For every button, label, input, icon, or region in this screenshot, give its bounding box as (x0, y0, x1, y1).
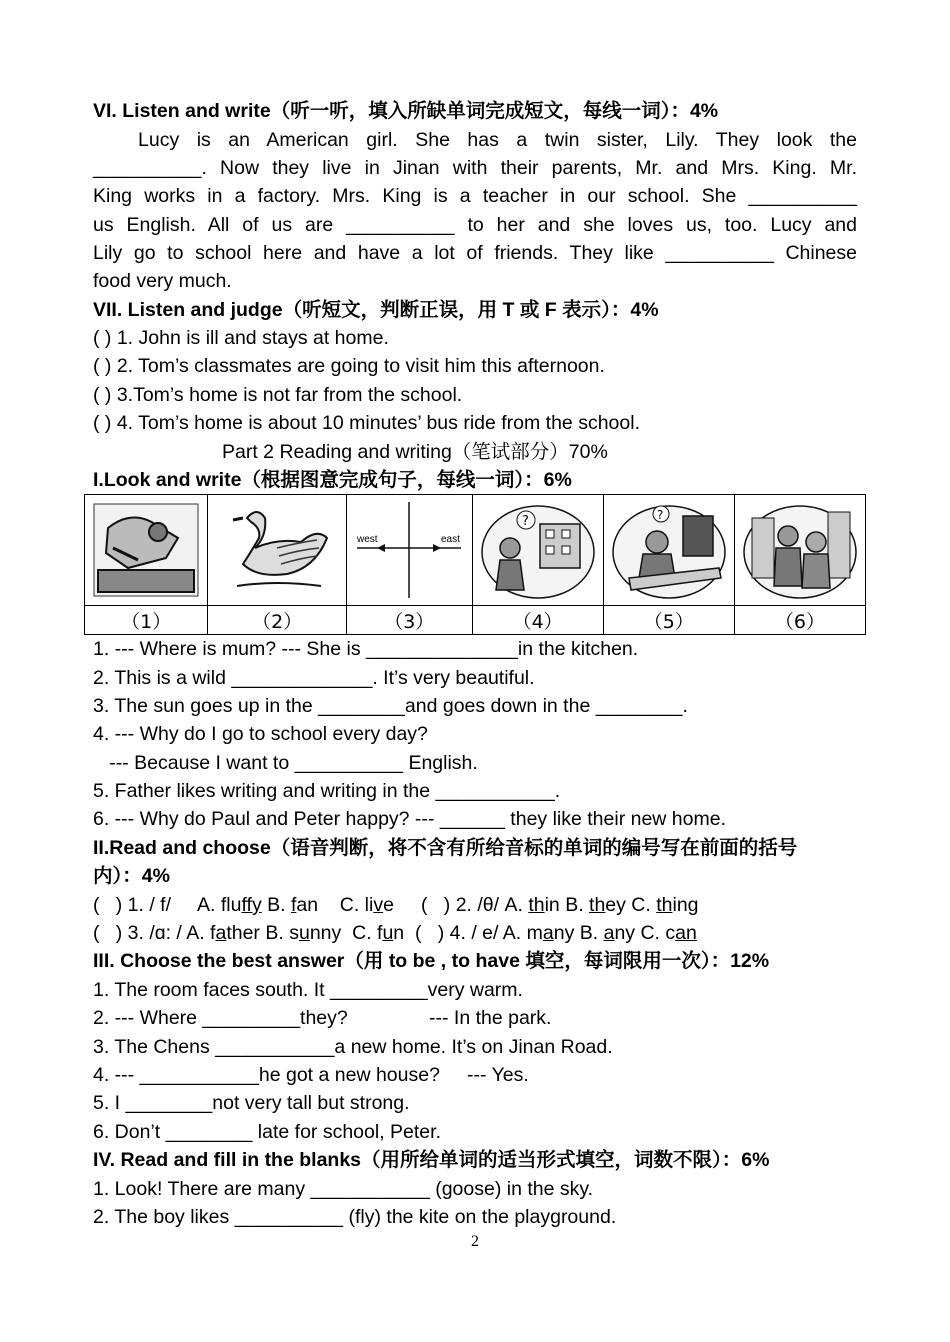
section-vii-item-1: ( ) 1. John is ill and stays at home. (93, 327, 389, 349)
q2-c-mark: th (656, 894, 673, 916)
picture-label-2: （2） (208, 606, 347, 635)
q2-a-mark: th (528, 894, 545, 916)
goose-icon (217, 498, 337, 602)
picture-label-4: （4） (472, 606, 603, 635)
q2-c-post: ing (672, 894, 699, 916)
q3-c-mark: u (382, 922, 394, 944)
section-i-question-4-answer: --- Because I want to __________ English. (93, 752, 478, 774)
page-number: 2 (471, 1233, 479, 1250)
compass-west-label: west (357, 534, 378, 545)
boy-thinking-school-icon (478, 498, 598, 602)
q3-a-mark: a (215, 922, 227, 944)
picture-5 (603, 495, 734, 606)
picture-table (84, 494, 866, 635)
q1-b-post: an C. li (296, 894, 374, 916)
section-ii-row-1 (93, 891, 863, 919)
q3-b-post: nny C. f (309, 922, 383, 944)
q1-c-post: e (383, 894, 394, 916)
section-i-question-3: 3. The sun goes up in the ________and goes down in the ________. (93, 695, 688, 717)
picture-2 (208, 495, 347, 606)
section-ii-row-2 (93, 919, 863, 947)
section-iv-question-1: 1. Look! There are many ___________ (goose) in the sky. (93, 1178, 594, 1200)
q4-a-post: ny B. (553, 922, 604, 944)
q3-b-mark: u (298, 922, 310, 944)
section-vii-item-4: ( ) 4. Tom’s home is about 10 minutes’ bus ride from the school. (93, 412, 640, 434)
picture-label-3: （3） (346, 606, 472, 635)
q4-a-mark: a (542, 922, 554, 944)
q3-text: ( ) 3. /ɑ: / A. f (93, 922, 216, 944)
q1-b-mark: f (290, 894, 297, 916)
picture-label-1: （1） (85, 606, 208, 635)
q1-text: ( ) 1. / f/ A. flu (93, 894, 242, 916)
q3-a-post: ther B. s (226, 922, 299, 944)
picture-label-5: （5） (603, 606, 734, 635)
section-iii-question-1: 1. The room faces south. It _________very warm. (93, 979, 523, 1001)
section-vi-line-6: food very much. (93, 270, 232, 292)
q2-text: ( ) 2. /θ/ A. (393, 894, 529, 916)
section-iii-question-6: 6. Don’t ________ late for school, Peter. (93, 1121, 441, 1143)
section-iii-question-2: 2. --- Where _________they? --- In the park. (93, 1007, 552, 1029)
q1-b-pre: B. (261, 894, 291, 916)
q1-c-mark: v (373, 894, 384, 916)
section-vi-line-1: Lucy is an American girl. She has a twin sister, Lily. They look the (138, 129, 857, 151)
section-vi-title: VI. Listen and write（听一听，填入所缺单词完成短文，每线一词）：4% (93, 100, 719, 122)
section-iii-question-4: 4. --- ___________he got a new house? --- Yes. (93, 1064, 529, 1086)
picture-4 (472, 495, 603, 606)
section-iv-question-2: 2. The boy likes __________ (fly) the kite on the playground. (93, 1206, 617, 1228)
section-vi-line-4: us English. All of us are __________ to her and she loves us, too. Lucy and (93, 214, 857, 236)
boy-at-desk-icon (609, 498, 729, 602)
part2-title: Part 2 Reading and writing（笔试部分）70% (222, 441, 608, 463)
section-ii-title-line-1: II.Read and choose（语音判断，将不含有所给音标的单词的编号写在前面的括号 (93, 837, 798, 859)
two-boys-talking-icon (740, 498, 860, 602)
picture-1 (85, 495, 208, 606)
q2-a-post: in B. (544, 894, 590, 916)
q4-b-post: ny C. c (614, 922, 676, 944)
compass-east-label: east (441, 534, 461, 545)
picture-6 (734, 495, 865, 606)
section-i-question-5: 5. Father likes writing and writing in the ___________. (93, 780, 561, 802)
section-i-title: I.Look and write（根据图意完成句子，每线一词）：6% (93, 469, 572, 491)
section-ii-title-line-2: 内）：4% (93, 865, 170, 887)
section-vi-line-5: Lily go to school here and have a lot of friends. They like __________ Chinese (93, 242, 857, 264)
compass-cross-icon (349, 498, 469, 602)
section-vi-line-2: __________. Now they live in Jinan with their parents, Mr. and Mrs. King. Mr. (93, 157, 857, 179)
section-vi-line-3: King works in a factory. Mrs. King is a teacher in our school. She __________ (93, 185, 857, 207)
mother-cooking-icon (88, 498, 204, 602)
svg-text:?: ? (656, 508, 664, 522)
q4-b-mark: a (603, 922, 615, 944)
section-vii-item-2: ( ) 2. Tom’s classmates are going to visit him this afternoon. (93, 355, 605, 377)
section-i-question-4: 4. --- Why do I go to school every day? (93, 723, 428, 745)
q2-b-mark: th (589, 894, 606, 916)
section-iii-title: III. Choose the best answer（用 to be , to have 填空，每词限用一次）：12% (93, 950, 770, 972)
section-vii-item-3: ( ) 3.Tom’s home is not far from the school. (93, 384, 463, 406)
section-i-question-2: 2. This is a wild _____________. It’s very beautiful. (93, 667, 535, 689)
section-iv-title: IV. Read and fill in the blanks（用所给单词的适当形式填空，词数不限）：6% (93, 1149, 770, 1171)
q1-a-mark: ffy (241, 894, 262, 916)
section-i-question-1: 1. --- Where is mum? --- She is ______________in the kitchen. (93, 638, 639, 660)
q3-c-post: n (393, 922, 405, 944)
picture-3 (346, 495, 472, 606)
picture-label-6: （6） (734, 606, 865, 635)
q2-b-post: ey C. (605, 894, 657, 916)
section-i-question-6: 6. --- Why do Paul and Peter happy? --- ______ they like their new home. (93, 808, 726, 830)
q4-c-mark: an (675, 922, 697, 944)
section-vii-title: VII. Listen and judge（听短文，判断正误，用 T 或 F 表示）：4% (93, 299, 659, 321)
q4-text: ( ) 4. / e/ A. m (404, 922, 543, 944)
svg-text:?: ? (521, 514, 529, 529)
section-iii-question-5: 5. I ________not very tall but strong. (93, 1092, 410, 1114)
section-iii-question-3: 3. The Chens ___________a new home. It’s on Jinan Road. (93, 1036, 613, 1058)
